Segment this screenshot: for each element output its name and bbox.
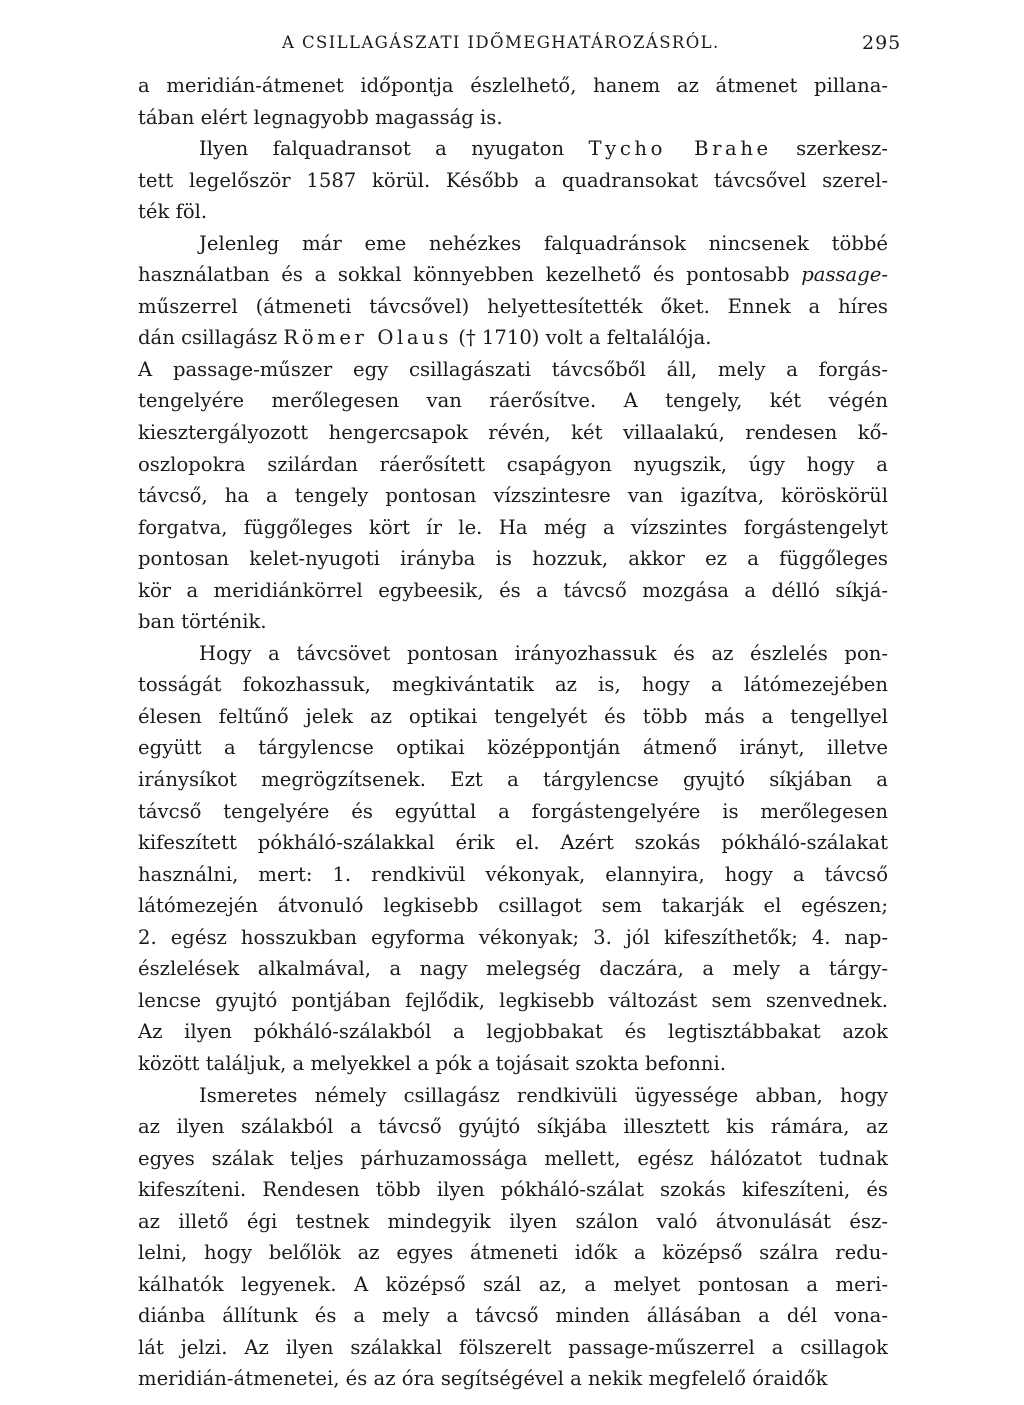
text-line: Ilyen falquadransot a nyugaton Tycho Brahe szerkesz- xyxy=(199,137,888,161)
page-number: 295 xyxy=(862,32,902,54)
text-line: Hogy a távcsövet pontosan irányozhassuk és az észlelés pon- xyxy=(199,641,888,665)
text-line: ban történik. xyxy=(138,610,267,634)
text-line: forgatva, függőleges kört ír le. Ha még a vízszintes forgástengelyt xyxy=(138,515,888,539)
text-line: tosságát fokozhassuk, megkivántatik az is, hogy a látómezejében xyxy=(138,673,888,697)
text-line: iránysíkot megrögzítsenek. Ezt a tárgylencse gyujtó síkjában a xyxy=(138,768,888,792)
text-line: élesen feltűnő jelek az optikai tengelyét és több más a tengellyel xyxy=(138,704,888,728)
text-line: meridián-átmenetei, és az óra segítségével a nekik megfelelő óraidők xyxy=(138,1367,828,1391)
text-line: kifeszíteni. Rendesen több ilyen pókháló-szálat szokás kifeszíteni, és xyxy=(138,1178,888,1202)
text-line: lencse gyujtó pontjában fejlődik, legkisebb változást sem szenvednek. xyxy=(138,988,888,1012)
text-line: A passage-műszer egy csillagászati távcsőből áll, mely a forgás- xyxy=(138,357,888,381)
text-line: dán csillagász Römer Olaus († 1710) volt a feltalálója. xyxy=(138,326,712,350)
text-line: egyes szálak teljes párhuzamossága mellett, egész hálózatot tudnak xyxy=(138,1146,888,1170)
running-title: A CSILLAGÁSZATI IDŐMEGHATÁROZÁSRÓL. xyxy=(282,33,720,52)
running-header xyxy=(0,33,1024,59)
text-line: kör a meridiánkörrel egybeesik, és a távcső mozgása a délló síkjá- xyxy=(138,578,888,602)
text-line: 2. egész hosszukban egyforma vékonyak; 3. jól kifeszíthetők; 4. nap- xyxy=(138,925,888,949)
text-line: tában elért legnagyobb magasság is. xyxy=(138,105,503,129)
text-line: tett legelőször 1587 körül. Később a quadransokat távcsővel szerel- xyxy=(138,168,888,192)
text-line: távcső tengelyére és egyúttal a forgástengelyére is merőlegesen xyxy=(138,799,888,823)
text-line: Az ilyen pókháló-szálakból a legjobbakat és legtisztábbakat azok xyxy=(138,1020,888,1044)
paragraph xyxy=(138,354,888,638)
text-line: között találjuk, a melyekkel a pók a tojásait szokta befonni. xyxy=(138,1051,726,1075)
text-line: kifeszített pókháló-szálakkal érik el. Azért szokás pókháló-szálakat xyxy=(138,831,888,855)
text-line: látómezején átvonuló legkisebb csillagot sem takarják el egészen; xyxy=(138,894,888,918)
text-line: ték föl. xyxy=(138,200,208,224)
text-line: diánba állítunk és a mely a távcső minden állásában a dél vona- xyxy=(138,1304,888,1328)
text-line: észlelések alkalmával, a nagy melegség daczára, a mely a tárgy- xyxy=(138,957,888,981)
spaced-name: Römer Olaus xyxy=(283,326,453,350)
text-line: Ismeretes némely csillagász rendkivüli ügyessége abban, hogy xyxy=(199,1083,888,1107)
paragraph xyxy=(138,1080,888,1395)
text-line: Jelenleg már eme nehézkes falquadránsok nincsenek többé xyxy=(199,231,888,255)
text-line: pontosan kelet-nyugoti irányba is hozzuk, akkor ez a függőleges xyxy=(138,547,888,571)
paragraph xyxy=(138,638,888,1080)
text-line: távcső, ha a tengely pontosan vízszintesre van igazítva, köröskörül xyxy=(138,484,888,508)
text-line: használni, mert: 1. rendkivül vékonyak, elannyira, hogy a távcső xyxy=(138,862,888,886)
paragraph xyxy=(138,133,888,228)
italic-term: passage- xyxy=(801,263,888,287)
paragraph xyxy=(138,70,888,133)
text-line: tengelyére merőlegesen van ráerősítve. A tengely, két végén xyxy=(138,389,888,413)
text-line: együtt a tárgylencse optikai középpontján átmenő irányt, illetve xyxy=(138,736,888,760)
text-line: lelni, hogy belőlök az egyes átmeneti idők a középső szálra redu- xyxy=(138,1241,888,1265)
spaced-name: Tycho Brahe xyxy=(588,137,772,161)
text-line: műszerrel (átmeneti távcsővel) helyettesítették őket. Ennek a híres xyxy=(138,294,888,318)
text-line: kálhatók legyenek. A középső szál az, a melyet pontosan a meri- xyxy=(138,1272,888,1296)
body-text xyxy=(138,70,888,1395)
text-line: az illető égi testnek mindegyik ilyen szálon való átvonulását ész- xyxy=(138,1209,888,1233)
text-line: lát jelzi. Az ilyen szálakkal fölszerelt passage-műszerrel a csillagok xyxy=(138,1335,888,1359)
text-line: használatban és a sokkal könnyebben kezelhető és pontosabb passage- xyxy=(138,263,888,287)
text-line: az ilyen szálakból a távcső gyújtó síkjába illesztett kis rámára, az xyxy=(138,1115,888,1139)
paragraph xyxy=(138,228,888,354)
text-line: kiesztergályozott hengercsapok révén, két villaalakú, rendesen kő- xyxy=(138,421,888,445)
text-line: a meridián-átmenet időpontja észlelhető, hanem az átmenet pillana- xyxy=(138,74,888,97)
text-line: oszlopokra szilárdan ráerősített csapágyon nyugszik, úgy hogy a xyxy=(138,452,888,476)
